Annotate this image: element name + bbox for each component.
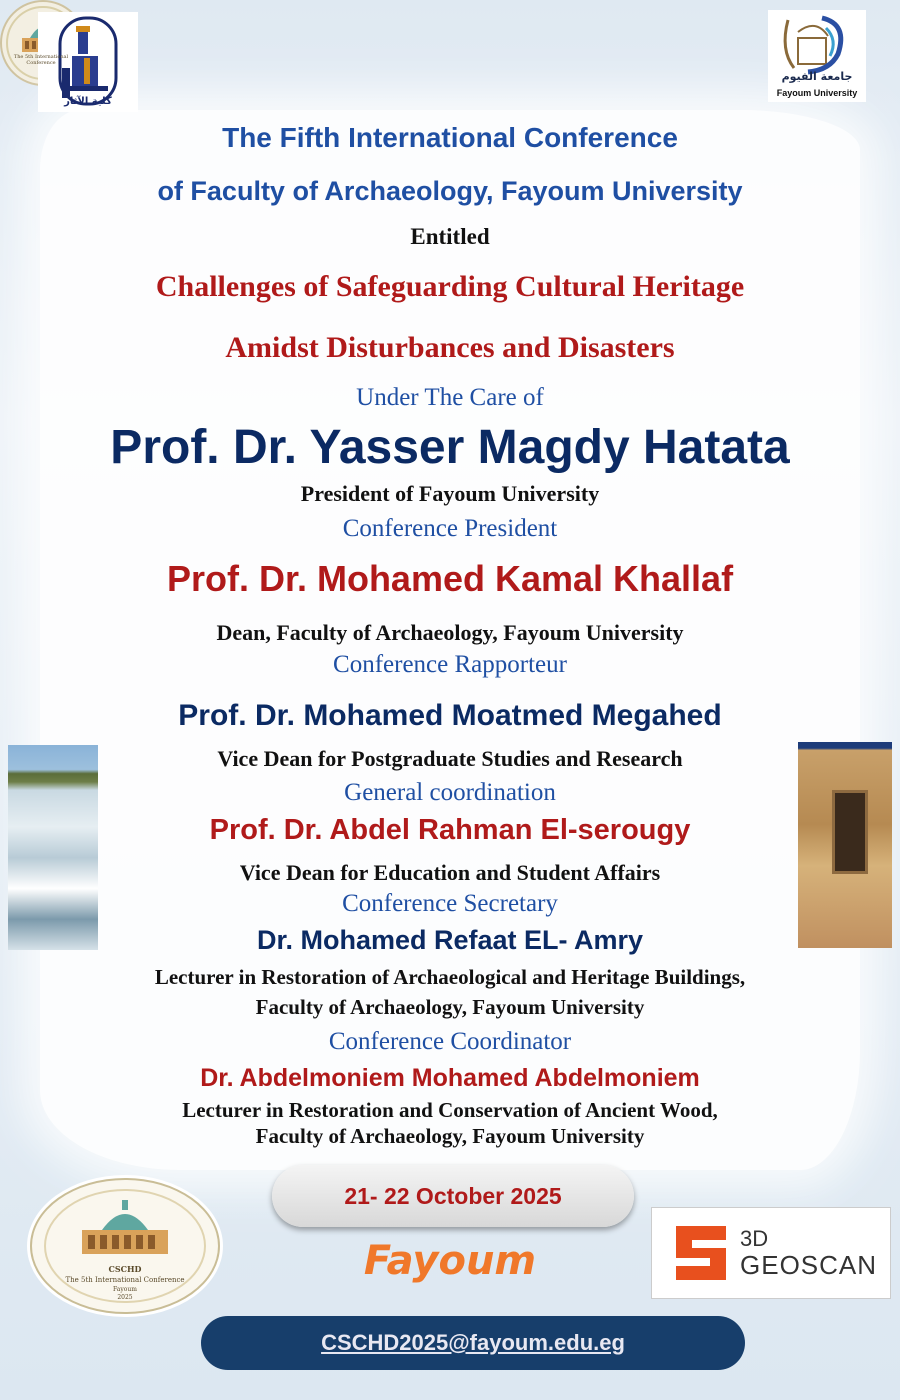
heading-line-1: The Fifth International Conference	[222, 122, 678, 153]
geoscan-bottom-text: GEOSCAN	[740, 1250, 878, 1280]
general-label: General coordination	[344, 779, 556, 806]
care-label: Under The Care of	[356, 384, 544, 411]
care-name: Prof. Dr. Yasser Magdy Hatata	[110, 421, 790, 474]
rapporteur-role: Vice Dean for Postgraduate Studies and Research	[217, 746, 683, 771]
heading-line-2: of Faculty of Archaeology, Fayoum University	[157, 176, 743, 206]
coordinator-role-1: Lecturer in Restoration and Conservation of Ancient Wood,	[182, 1098, 718, 1122]
conference-logo-caption: The 5th International Conference	[13, 54, 69, 66]
rapporteur-label: Conference Rapporteur	[333, 651, 567, 678]
secretary-label: Conference Secretary	[342, 890, 558, 917]
title-line-1: Challenges of Safeguarding Cultural Heritage	[155, 270, 745, 303]
date-badge: 21- 22 October 2025	[272, 1165, 634, 1227]
general-name: Prof. Dr. Abdel Rahman El-serougy	[209, 814, 691, 846]
university-logo	[768, 10, 866, 102]
waterfall-photo	[8, 745, 98, 950]
coordinator-label: Conference Coordinator	[328, 1028, 572, 1055]
place-label: Fayoum	[363, 1238, 537, 1284]
secretary-role-2: Faculty of Archaeology, Fayoum University	[255, 995, 645, 1019]
president-label: Conference President	[342, 515, 558, 542]
general-role: Vice Dean for Education and Student Affairs	[239, 860, 661, 885]
coordinator-name: Dr. Abdelmoniem Mohamed Abdelmoniem	[200, 1064, 700, 1092]
entitled-label: Entitled	[410, 224, 490, 249]
seal-year: 2025	[117, 1294, 133, 1301]
geoscan-sponsor-logo	[651, 1207, 891, 1299]
rapporteur-name: Prof. Dr. Mohamed Moatmed Megahed	[178, 699, 722, 732]
seal-title: CSCHD	[108, 1264, 142, 1274]
email-link[interactable]: CSCHD2025@fayoum.edu.eg	[201, 1316, 745, 1370]
seal-caption: The 5th International Conference	[65, 1276, 185, 1284]
geoscan-top-text: 3D	[740, 1226, 769, 1251]
university-arabic-name: جامعة الفيوم	[781, 70, 853, 83]
temple-door	[832, 790, 868, 874]
president-role: Dean, Faculty of Archaeology, Fayoum University	[216, 620, 684, 645]
faculty-logo-caption: كلية الآثار	[64, 96, 112, 107]
secretary-name: Dr. Mohamed Refaat EL- Amry	[256, 925, 644, 955]
geoscan-s-icon	[666, 1218, 736, 1288]
care-role: President of Fayoum University	[300, 481, 600, 506]
secretary-role-1: Lecturer in Restoration of Archaeological and Heritage Buildings,	[154, 965, 746, 989]
university-english-name: Fayoum University	[776, 88, 858, 98]
seal-place: Fayoum	[113, 1286, 137, 1293]
president-name: Prof. Dr. Mohamed Kamal Khallaf	[166, 558, 734, 599]
coordinator-role-2: Faculty of Archaeology, Fayoum University	[255, 1124, 645, 1148]
title-line-2: Amidst Disturbances and Disasters	[225, 331, 675, 364]
